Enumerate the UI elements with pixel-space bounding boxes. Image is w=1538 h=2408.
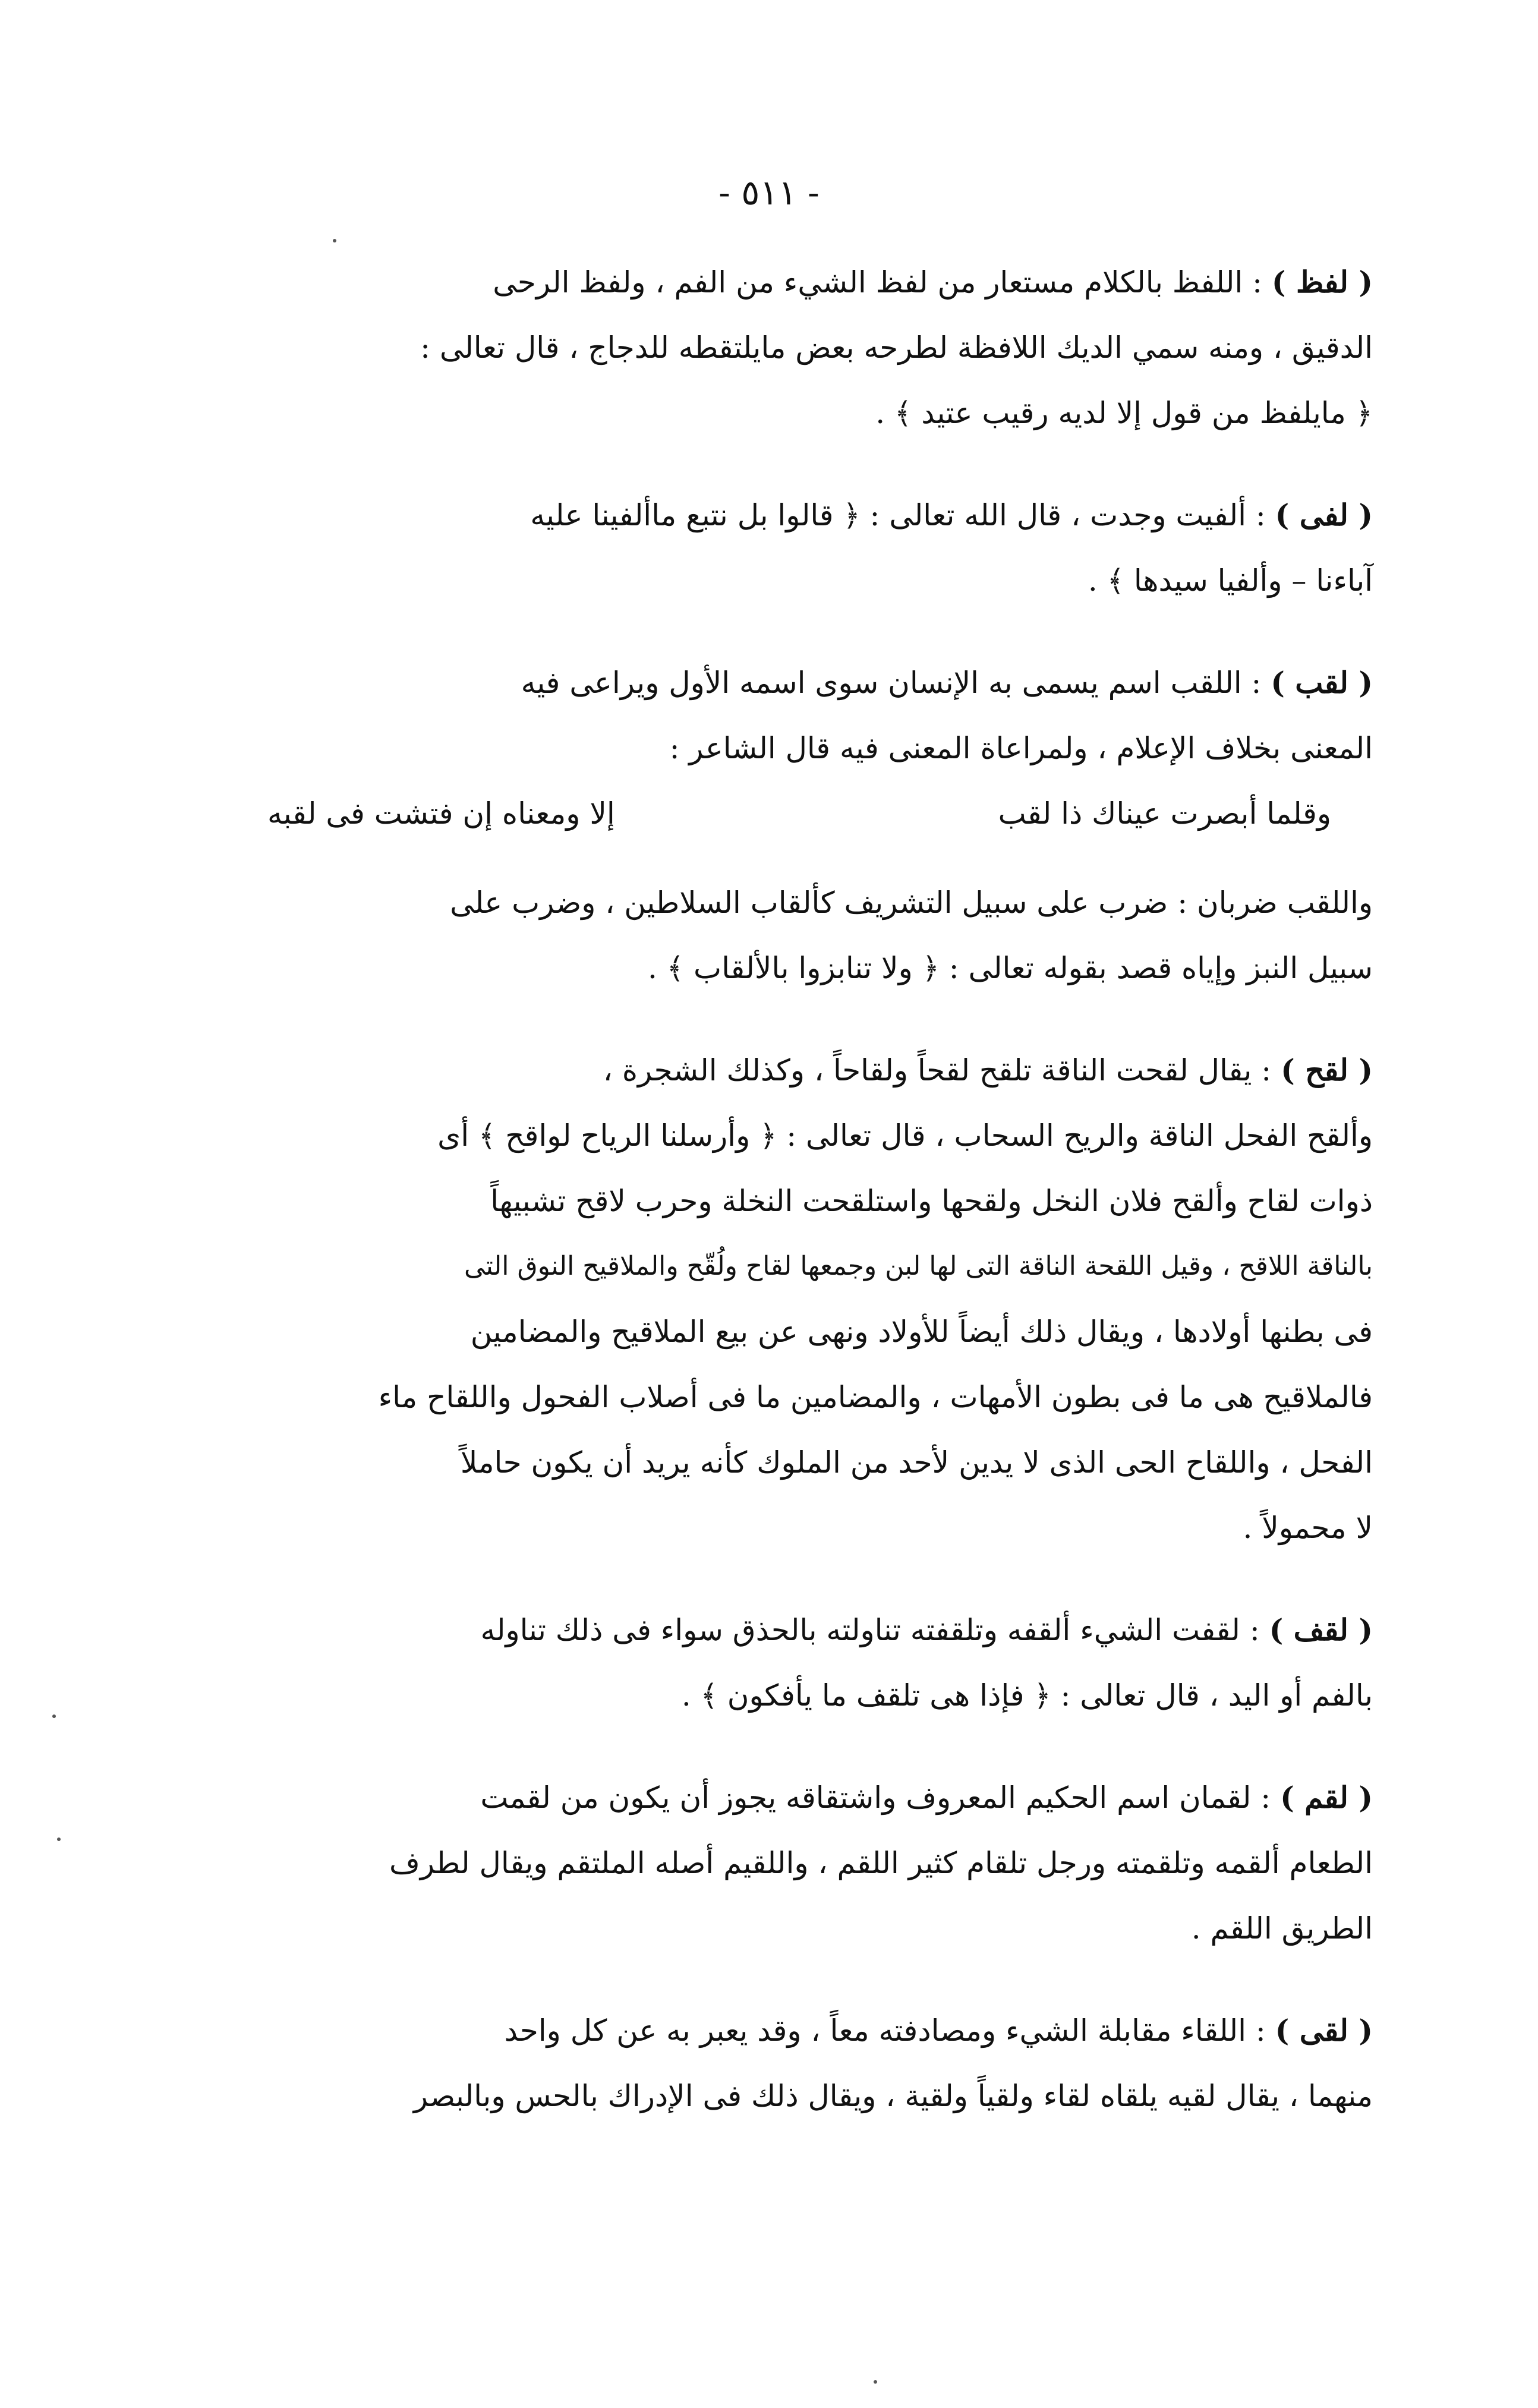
entry-line: آباءنا – وألفيا سيدها ﴾ . [1088,563,1373,598]
headword: ( لقى ) [1275,2013,1373,2048]
entry-text: : اللفظ بالكلام مستعار من لفظ الشيء من الفم ، ولفظ الرحى [493,265,1262,300]
entry-line: سبيل النبز وإياه قصد بقوله تعالى : ﴿ ولا تنابزوا بالألقاب ﴾ . [648,951,1373,985]
entry-text: : لقفت الشيء ألقفه وتلقفته تناولته بالحذق سواء فى ذلك تناوله [480,1613,1260,1647]
entry-laqa [226,1998,1373,2129]
entry-line: وألقح الفحل الناقة والريح السحاب ، قال تعالى : ﴿ وأرسلنا الرياح لواقح ﴾ أى [437,1118,1373,1153]
entry-line [226,650,1373,716]
entry-line: منهما ، يقال لقيه يلقاه لقاء ولقياً ولقية ، ويقال ذلك فى الإدراك بالحس وبالبصر [413,2079,1373,2113]
verse-first-hemistich: وقلما أبصرت عيناك ذا لقب [998,796,1331,831]
headword: ( لفى ) [1275,497,1373,532]
entry-laqaf [226,1597,1373,1728]
entry-text: : يقال لقحت الناقة تلقح لقحاً ولقاحاً ، وكذلك الشجرة ، [603,1053,1272,1088]
verse-second-hemistich: إلا ومعناه إن فتشت فى لقبه [267,796,615,831]
entry-line [226,1597,1373,1663]
entry-laqah [226,1038,1373,1561]
entry-line: ﴿ مايلفظ من قول إلا لديه رقيب عتيد ﴾ . [875,396,1373,430]
headword: ( لقح ) [1281,1052,1373,1088]
entry-laqam [226,1765,1373,1961]
entry-line: لا محمولاً . [1243,1511,1373,1545]
headword: ( لقم ) [1280,1780,1373,1815]
entry-line: المعنى بخلاف الإعلام ، ولمراعاة المعنى فيه قال الشاعر : [669,731,1373,765]
entry-line [226,1038,1373,1103]
entry-line [226,483,1373,548]
scan-speck [333,239,336,242]
entry-line [226,1765,1373,1830]
scan-speck [52,1714,56,1718]
entry-line: بالناقة اللاقح ، وقيل اللقحة الناقة التى لها لبن وجمعها لقاح ولُقّح والملاقيح النوق التى [464,1251,1373,1281]
entry-text: : ألفيت وجدت ، قال الله تعالى : ﴿ قالوا بل نتبع ماألفينا عليه [530,498,1266,532]
scan-speck [57,1837,61,1841]
dictionary-text [226,250,1373,2166]
entry-line: ذوات لقاح وألقح فلان النخل ولقحها واستلقحت النخلة وحرب لاقح تشبيهاً [490,1184,1373,1218]
entry-line [226,250,1373,315]
entry-lafz [226,250,1373,446]
entry-line: الفحل ، واللقاح الحى الذى لا يدين لأحد من الملوك كأنه يريد أن يكون حاملاً [460,1445,1373,1480]
headword: ( لقب ) [1271,665,1373,700]
entry-line: فى بطنها أولادها ، ويقال ذلك أيضاً للأولاد ونهى عن بيع الملاقيح والمضامين [470,1315,1373,1349]
headword: ( لقف ) [1269,1612,1373,1647]
entry-text: : اللقاء مقابلة الشيء ومصادفته معاً ، وقد يعبر به عن كل واحد [504,2013,1266,2048]
entry-line: فالملاقيح هى ما فى بطون الأمهات ، والمضامين ما فى أصلاب الفحول واللقاح ماء [378,1380,1373,1414]
entry-text: : اللقب اسم يسمى به الإنسان سوى اسمه الأول ويراعى فيه [521,666,1262,700]
headword: ( لفظ ) [1271,264,1373,300]
entry-lafa [226,483,1373,613]
entry-line: بالفم أو اليد ، قال تعالى : ﴿ فإذا هى تلقف ما يأفكون ﴾ . [681,1678,1373,1713]
entry-line: الطريق اللقم . [1191,1911,1373,1946]
entry-line [226,1998,1373,2063]
page-number: - ٥١١ - [718,172,820,213]
entry-line: واللقب ضربان : ضرب على سبيل التشريف كألقاب السلاطين ، وضرب على [450,885,1373,920]
entry-text: : لقمان اسم الحكيم المعروف واشتقاقه يجوز أن يكون من لقمت [480,1780,1271,1815]
entry-line: الدقيق ، ومنه سمي الديك اللافظة لطرحه بعض مايلتقطه للدجاج ، قال تعالى : [420,330,1373,365]
scan-speck [874,2380,877,2384]
entry-line: الطعام ألقمه وتلقمته ورجل تلقام كثير اللقم ، واللقيم أصله الملتقم ويقال لطرف [389,1846,1373,1880]
entry-laqab [226,650,1373,1001]
poetry-verse [226,781,1373,846]
